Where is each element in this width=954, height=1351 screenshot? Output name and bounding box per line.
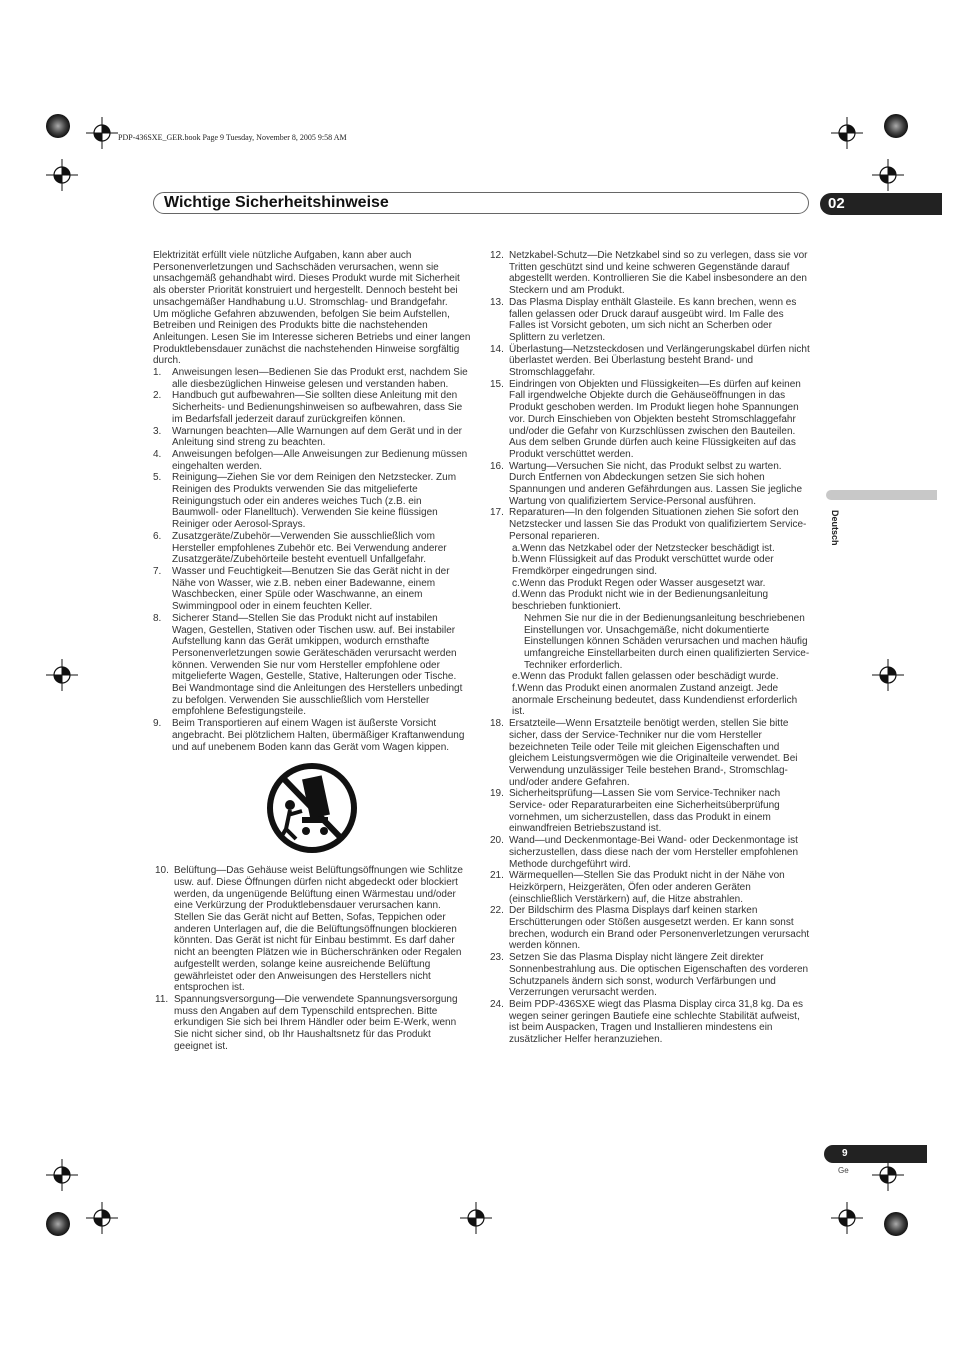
item-text: Warnungen beachten—Alle Warnungen auf dem Gerät und in der Anleitung sind streng zu beachten.	[172, 425, 462, 449]
item-number: 17.	[490, 507, 504, 519]
safety-instruction-item	[490, 905, 810, 952]
item-number: 4.	[153, 448, 162, 460]
item-text: Überlastung—Netzsteckdosen und Verlängerungskabel dürfen nicht überlastet werden. Bei Überlastung besteht Brand- und Stromschlaggefahr.	[509, 343, 810, 379]
safety-instruction-item	[490, 379, 810, 461]
right-column	[490, 250, 810, 1046]
item-number: 3.	[153, 425, 162, 437]
item-text: Sicherheitsprüfung—Lassen Sie vom Service-Techniker nach Service- oder Reparaturarbeiten eine Sicherheitsüberprüfung vornehmen, um sicherzustellen, dass das Produkt in einem einwandfreien Betriebszustand ist.	[509, 788, 781, 835]
book-info-line: PDP-436SXE_GER.book Page 9 Tuesday, November 8, 2005 9:58 AM	[118, 133, 347, 142]
item-number: 10.	[155, 865, 169, 877]
item-text: Setzen Sie das Plasma Display nicht längere Zeit direkter Sonnenbestrahlung aus. Die optischen Eigenschaften des vorderen Schutzpanels ändern sich sonst, wodurch Verfärbungen und Verzerrungen verursacht werden.	[509, 952, 809, 999]
item-number: 9.	[153, 718, 162, 730]
safety-instruction-item	[153, 566, 471, 613]
safety-instruction-item	[490, 870, 810, 905]
item-number: 2.	[153, 390, 162, 402]
safety-instruction-item	[490, 297, 810, 344]
repair-condition-item: c.Wenn das Produkt Regen oder Wasser ausgesetzt war.	[512, 577, 766, 589]
repair-condition-item: d.Wenn das Produkt nicht wie in der Bedienungsanleitung beschrieben funktioniert.	[512, 589, 769, 613]
item-number: 5.	[153, 472, 162, 484]
safety-instruction-item	[490, 788, 810, 835]
item-number: 6.	[153, 530, 162, 542]
item-text: Wärmequellen—Stellen Sie das Produkt nicht in der Nähe von Heizkörpern, Heizgeräten, Öfen oder anderen Geräten (einschließlich Verstärkern) auf, die Hitze abstrahlen.	[509, 870, 785, 905]
cart-warning-figure	[153, 763, 471, 853]
safety-instruction-item	[153, 426, 471, 449]
repair-condition-item: Nehmen Sie nur die in der Bedienungsanleitung beschriebenen Einstellungen vor. Unsachgemäße, nicht dokumentierte Einstellungen können Schäden verursachen und machen häufig umfangreiche Einstellarbeiten durch einen qualifizierten Service-Techniker erforderlich.	[524, 612, 810, 671]
item-number: 20.	[490, 835, 504, 847]
repair-condition-item: b.Wenn Flüssigkeit auf das Produkt verschüttet wurde oder Fremdkörper eingedrungen sind.	[512, 554, 774, 577]
safety-instruction-item	[490, 952, 810, 999]
repair-condition-item: a.Wenn das Netzkabel oder der Netzstecker beschädigt ist.	[512, 542, 775, 554]
language-label: Deutsch	[830, 510, 840, 546]
item-number: 8.	[153, 612, 162, 624]
item-number: 18.	[490, 718, 504, 730]
safety-instruction-item	[490, 507, 810, 542]
item-text: Ersatzteile—Wenn Ersatzteile benötigt werden, stellen Sie bitte sicher, dass der Service-Techniker nur die vom Hersteller bezeichneten Teile oder Teile mit gleichen Eigenschaften und gleichem Leistungsvermögen wie die Originalteile verwendet. Bei Verwendung unzulässiger Teile bestehen Brand-, Stromschlag- und/oder andere Gefahren.	[509, 718, 798, 788]
item-number: 12.	[490, 250, 504, 261]
item-number: 21.	[490, 870, 504, 882]
item-text: Wasser und Feuchtigkeit—Benutzen Sie das Gerät nicht in der Nähe von Wasser, wie z.B. neben einer Badewanne, einem Waschbecken, einer Spüle oder Waschwanne, an einem Swimmingpool oder in einem feuchten Keller.	[172, 565, 450, 613]
repair-condition-item: e.Wenn das Produkt fallen gelassen oder beschädigt wurde.	[512, 671, 779, 683]
item-text: Reparaturen—In den folgenden Situationen ziehen Sie sofort den Netzstecker und lassen Sie das Produkt von qualifiziertem Service-Personal reparieren.	[509, 507, 807, 542]
item-text: Wartung—Versuchen Sie nicht, das Produkt selbst zu warten. Durch Entfernen von Abdeckungen setzen Sie sich hohen Spannungen und anderen Gefährdungen aus. Lassen Sie jegliche Wartung von qualifiziertem Service-Personal ausführen.	[509, 460, 803, 507]
safety-instruction-item	[490, 999, 810, 1046]
safety-instruction-item	[490, 250, 810, 297]
safety-instruction-item	[153, 613, 471, 718]
item-number: 13.	[490, 296, 504, 308]
safety-instruction-item	[153, 718, 471, 753]
item-text: Anweisungen befolgen—Alle Anweisungen zur Bedienung müssen eingehalten werden.	[172, 448, 468, 472]
safety-instruction-item	[153, 531, 471, 566]
item-number: 24.	[490, 999, 504, 1010]
item-number: 19.	[490, 788, 504, 800]
intro-paragraph: Um mögliche Gefahren abzuwenden, befolgen Sie beim Aufstellen, Betreiben und Reinigen des Produkts bitte die nachstehenden Anleitungen. Lesen Sie im Interesse sicheren Betriebs und einer langen Produktlebensdauer zunächst die nachstehenden Hinweise sorgfältig durch.	[153, 308, 471, 367]
safety-instruction-item	[153, 472, 471, 531]
item-number: 23.	[490, 952, 504, 964]
item-number: 14.	[490, 343, 504, 355]
safety-instruction-item	[153, 390, 471, 425]
item-number: 11.	[155, 993, 169, 1005]
item-text: Reinigung—Ziehen Sie vor dem Reinigen den Netzstecker. Zum Reinigen des Produkts verwenden Sie das mitgelieferte Reinigungstuch oder ein anderes weiches Tuch (z.B. ein Baumwoll- oder Flanelltuch). Verwenden Sie keine flüssigen Reiniger oder Aerosol-Sprays.	[172, 472, 457, 531]
item-number: 22.	[490, 905, 504, 917]
language-code: Ge	[838, 1166, 849, 1175]
intro-paragraph: Elektrizität erfüllt viele nützliche Aufgaben, kann aber auch Personenverletzungen und Sachschäden verursachen, wenn sie unsachgemäß gehandhabt wird. Dieses Produkt wurde mit Sicherheit als oberster Priorität konstruiert und hergestellt. Dennoch besteht bei unsachgemäßer Handhabung u.U. Stromschlag- und Brandgefahr.	[153, 250, 460, 308]
repair-condition-item: f.Wenn das Produkt einen anormalen Zustand anzeigt. Jede anormale Erscheinung bedeutet, dass Kundendienst erforderlich ist.	[512, 683, 798, 718]
item-text: Sicherer Stand—Stellen Sie das Produkt nicht auf instabilen Wagen, Gestellen, Stativen oder Tischen usw. auf. Bei instabiler Aufstellung kann das Gerät umkippen, wodurch ernsthafte Personenverletzungen sowie Geräteschäden verursacht werden können. Verwenden Sie nur vom Hersteller empfohlene oder mitgelieferte Wagen, Gestelle, Stative, Halterungen oder Tische. Bei Wandmontage sind die Anleitungen des Herstellers unbedingt zu befolgen. Verwenden Sie ausschließlich vom Hersteller empfohlene Befestigungsteile.	[172, 612, 463, 718]
item-text: Belüftung—Das Gehäuse weist Belüftungsöffnungen wie Schlitze usw. auf. Diese Öffnungen dürfen nicht abgedeckt oder blockiert werden, da ungenügende Belüftung einen Wärmestau und/oder eine Verkürzung der Produktlebensdauer verursachen kann. Stellen Sie das Gerät nicht auf Betten, Sofas, Teppichen oder anderen Unterlagen auf, die die Belüftungsöffnungen blockieren könnten. Das Gerät ist nicht für Einbau bestimmt. Es darf daher nicht an beengten Plätzen wie in Bücherschränken oder Regalen aufgestellt werden, solange keine ausreichende Belüftung gewährleistet oder den Anweisungen des Herstellers nicht entsprochen ist.	[174, 865, 463, 994]
chapter-badge: 02	[820, 193, 942, 215]
item-number: 7.	[153, 565, 162, 577]
item-number: 1.	[153, 367, 162, 379]
item-text: Handbuch gut aufbewahren—Sie sollten diese Anleitung mit den Sicherheits- und Bedienungshinweisen so aufbewahren, dass Sie im Bedarfsfall jederzeit darauf zurückgreifen können.	[172, 390, 463, 425]
item-text: Beim PDP-436SXE wiegt das Plasma Display circa 31,8 kg. Da es wegen seiner geringen Bautiefe eine schlechte Stabilität aufweist, ist beim Auspacken, Tragen und Installieren mindestens ein zusätzlicher Helfer heranzuziehen.	[509, 999, 804, 1046]
cart-tipover-icon	[262, 763, 362, 853]
safety-instruction-item	[490, 344, 810, 379]
page-title: Wichtige Sicherheitshinweise	[164, 194, 389, 211]
safety-instruction-item	[490, 835, 810, 870]
language-side-tab	[826, 490, 937, 500]
item-text: Zusatzgeräte/Zubehör—Verwenden Sie ausschließlich vom Hersteller empfohlenes Zubehör etc. Bei Verwendung anderer Zusatzgeräte/Zubehörteile besteht eventuell Unfallgefahr.	[172, 530, 447, 566]
safety-instruction-item	[153, 449, 471, 472]
item-text: Beim Transportieren auf einem Wagen ist äußerste Vorsicht angebracht. Bei plötzlichem Halten, übermäßiger Kraftanwendung und auf unebenem Boden kann das Gerät vom Wagen kippen.	[172, 718, 465, 753]
safety-instruction-item	[155, 994, 471, 1053]
item-text: Anweisungen lesen—Bedienen Sie das Produkt erst, nachdem Sie alle diesbezüglichen Hinweise gelesen und verstanden haben.	[172, 367, 468, 390]
item-text: Das Plasma Display enthält Glasteile. Es kann brechen, wenn es fallen gelassen oder Druck darauf ausgeübt wird. Im Falle des Falles ist Vorsicht geboten, um sich nicht an Scherben oder Splittern zu verletzen.	[509, 296, 797, 343]
item-text: Wand—und Deckenmontage-Bei Wand- oder Deckenmontage ist sicherzustellen, dass diese nach der vom Hersteller empfohlenen Methode durchgeführt wird.	[509, 835, 799, 870]
safety-instruction-item	[490, 718, 810, 788]
item-text: Eindringen von Objekten und Flüssigkeiten—Es dürfen auf keinen Fall irgendwelche Objekte durch die Gehäuseöffnungen in das Produkt geschoben werden. Im Produkt liegen hohe Spannungen vor. Durch Einschieben von Objekten besteht Stromschlaggefahr und/oder die Gefahr von Kurzschlüssen zwischen den Bauteilen. Aus dem selben Grunde dürfen auch keine Flüssigkeiten auf das Produkt verschüttet werden.	[509, 378, 801, 460]
safety-instruction-item	[155, 865, 471, 994]
item-number: 15.	[490, 378, 504, 390]
safety-instruction-item	[490, 461, 810, 508]
page-number-badge: 9	[824, 1145, 927, 1163]
left-column	[153, 250, 471, 1052]
safety-instruction-item	[153, 367, 471, 390]
item-text: Spannungsversorgung—Die verwendete Spannungsversorgung muss den Angaben auf dem Typenschild entsprechen. Bitte erkundigen Sie sich bei Ihrem Händler oder beim E-Werk, wenn Sie nicht sicher sind, ob Ihr Haushaltsnetz für das Produkt geeignet ist.	[174, 993, 458, 1052]
item-number: 16.	[490, 460, 504, 472]
item-text: Netzkabel-Schutz—Die Netzkabel sind so zu verlegen, dass sie vor Tritten geschützt sind und keine schweren Gegenstände darauf abgestellt werden. Kontrollieren Sie die Kabel insbesondere an den Steckern und am Produkt.	[509, 250, 808, 297]
item-text: Der Bildschirm des Plasma Displays darf keinen starken Erschütterungen oder Stößen ausgesetzt werden. Er kann sonst brechen, wodurch ein Brand oder Personenverletzungen verursacht werden können.	[509, 905, 810, 952]
